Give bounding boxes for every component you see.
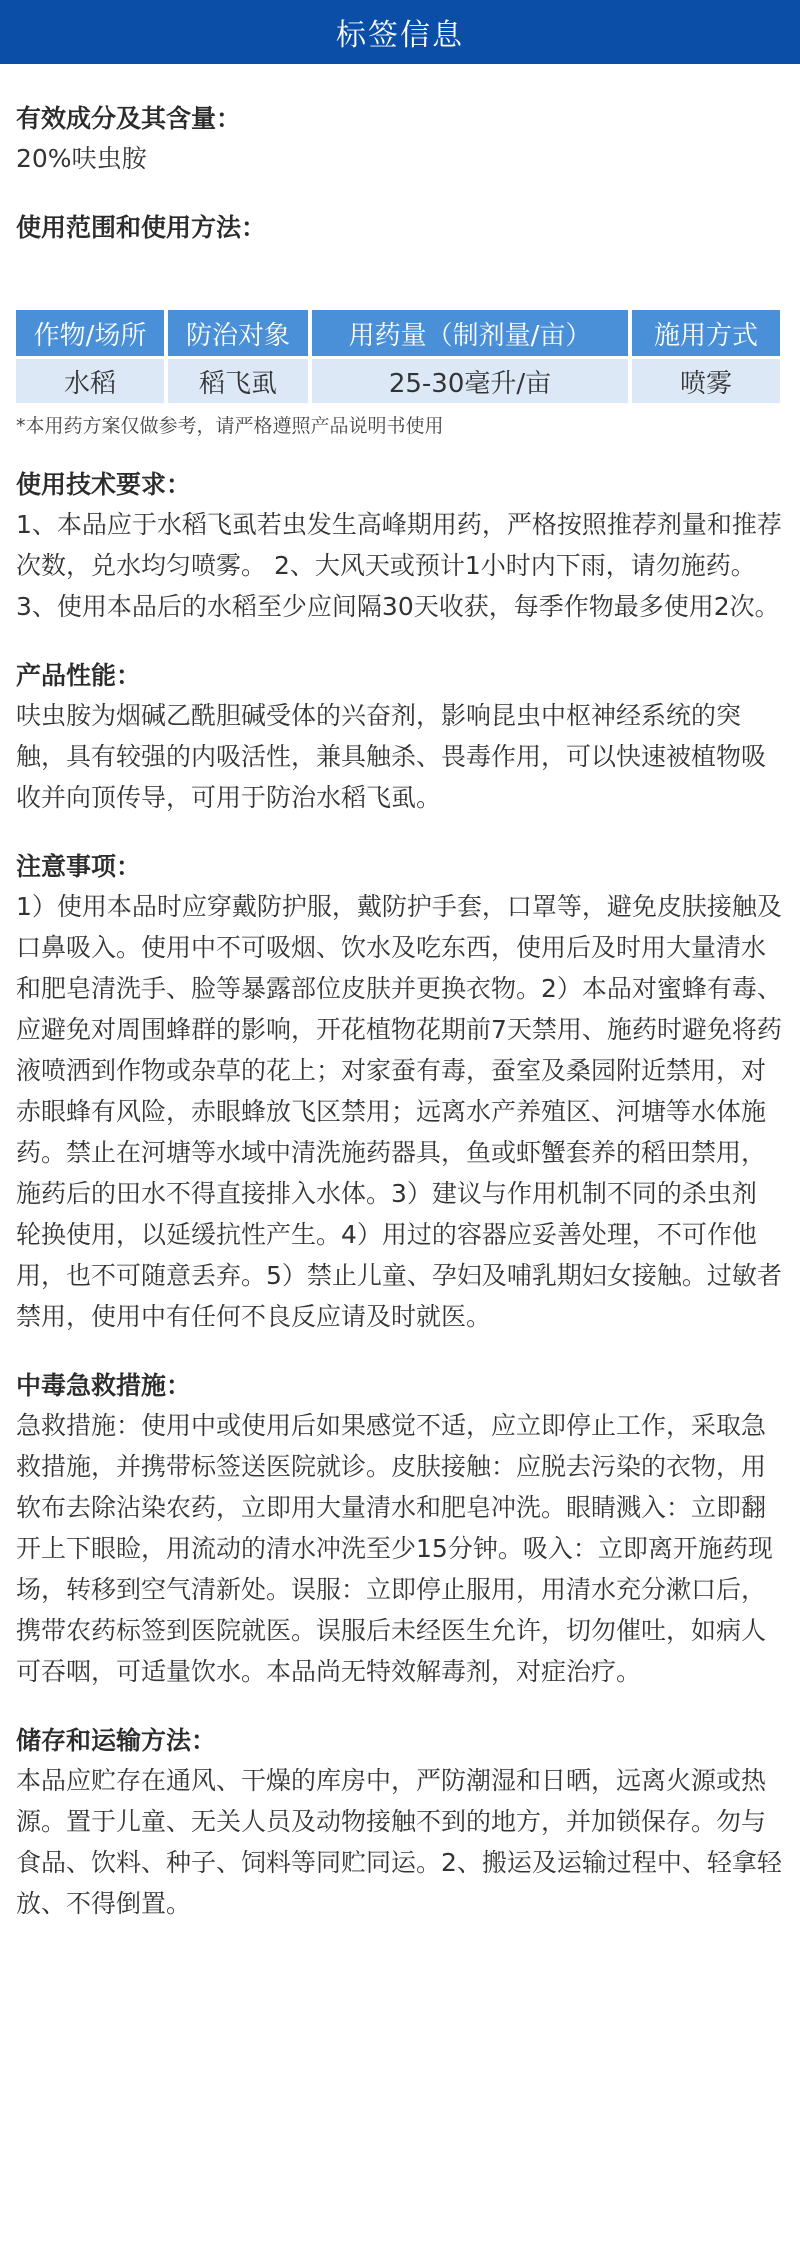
precautions-text: 1）使用本品时应穿戴防护服，戴防护手套，口罩等，避免皮肤接触及口鼻吸入。使用中不可吸烟、饮水及吃东西，使用后及时用大量清水和肥皂清洗手、脸等暴露部位皮肤并更换衣物。2）本品对蜜蜂有毒、应避免对周围蜂群的影响，开花植物花期前7天禁用、施药时避免将药液喷洒到作物或杂草的花上；对家蚕有毒，蚕室及桑园附近禁用，对赤眼蜂有风险，赤眼蜂放飞区禁用；远离水产养殖区、河塘等水体施药。禁止在河塘等水域中清洗施药器具，鱼或虾蟹套养的稻田禁用，施药后的田水不得直接排入水体。3）建议与作用机制不同的杀虫剂 轮换使用，以延缓抗性产生。4）用过的容器应妥善处理，不可作他用，也不可随意丢弃。5）禁止儿童、孕妇及哺乳期妇女接触。过敏者禁用，使用中有任何不良反应请及时就医。 — [16, 892, 782, 1331]
table-cell-dosage: 25-30毫升/亩 — [312, 359, 628, 403]
header-bar — [0, 0, 800, 64]
usage-label: 使用范围和使用方法： — [16, 213, 267, 242]
ingredient-label: 有效成分及其含量： — [16, 104, 242, 133]
table-header-dosage: 用药量（制剂量/亩） — [312, 310, 628, 356]
performance-text: 呋虫胺为烟碱乙酰胆碱受体的兴奋剂，影响昆虫中枢神经系统的突触，具有较强的内吸活性，兼具触杀、畏毒作用，可以快速被植物吸收并向顶传导，可用于防治水稻飞虱。 — [16, 701, 767, 812]
table-note: *本用药方案仅做参考，请严格遵照产品说明书使用 — [16, 415, 444, 437]
table-header-target: 防治对象 — [168, 310, 308, 356]
first-aid-label: 中毒急救措施： — [16, 1371, 192, 1400]
table-header-method: 施用方式 — [632, 310, 780, 356]
table-cell-target: 稻飞虱 — [168, 359, 308, 403]
storage-label: 储存和运输方法： — [16, 1726, 217, 1755]
precautions-section — [16, 848, 786, 1337]
table-row — [16, 359, 780, 403]
technique-section — [16, 466, 786, 627]
table-header-row — [16, 310, 780, 356]
table-cell-crop: 水稻 — [16, 359, 164, 403]
precautions-label: 注意事项： — [16, 852, 142, 881]
label-content — [16, 100, 786, 1954]
ingredient-section — [16, 100, 786, 179]
storage-text: 本品应贮存在通风、干燥的库房中，严防潮湿和日晒，远离火源或热源。置于儿童、无关人员及动物接触不到的地方，并加锁保存。勿与食品、饮料、种子、饲料等同贮同运。2、搬运及运输过程中、轻拿轻放、不得倒置。 — [16, 1766, 782, 1918]
usage-section — [16, 209, 786, 440]
table-cell-method: 喷雾 — [632, 359, 780, 403]
performance-section — [16, 657, 786, 818]
dosage-table — [12, 307, 784, 406]
first-aid-section — [16, 1367, 786, 1692]
ingredient-value: 20%呋虫胺 — [16, 144, 147, 173]
page-title: 标签信息 — [336, 18, 464, 53]
first-aid-text: 急救措施：使用中或使用后如果感觉不适，应立即停止工作，采取急救措施，并携带标签送医院就诊。皮肤接触：应脱去污染的衣物，用软布去除沾染农药，立即用大量清水和肥皂冲洗。眼睛溅入：立即翻开上下眼睑，用流动的清水冲洗至少15分钟。吸入：立即离开施药现场，转移到空气清新处。误服：立即停止服用，用清水充分漱口后，携带农药标签到医院就医。误服后未经医生允许，切勿催吐，如病人可吞咽，可适量饮水。本品尚无特效解毒剂，对症治疗。 — [16, 1411, 773, 1686]
storage-section — [16, 1722, 786, 1924]
table-header-crop: 作物/场所 — [16, 310, 164, 356]
technique-label: 使用技术要求： — [16, 470, 192, 499]
performance-label: 产品性能： — [16, 661, 142, 690]
technique-text: 1、本品应于水稻飞虱若虫发生高峰期用药，严格按照推荐剂量和推荐次数，兑水均匀喷雾。 2、大风天或预计1小时内下雨，请勿施药。 3、使用本品后的水稻至少应间隔30天收获，每季作物最多使用2次。 — [16, 510, 782, 621]
